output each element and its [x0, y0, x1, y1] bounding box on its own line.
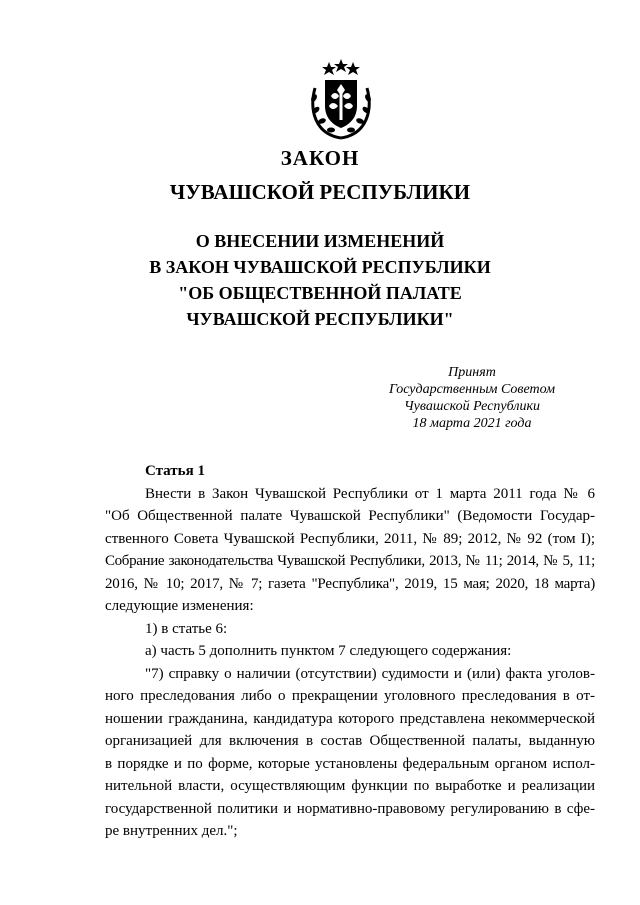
adoption-line: 18 марта 2021 года: [412, 416, 532, 431]
text-line: организацией для включения в состав Общественной палаты, выданную: [105, 733, 595, 749]
law-title: ЗАКОН: [280, 146, 360, 170]
adoption-line: Государственным Советом: [388, 382, 556, 397]
law-body: [105, 460, 595, 843]
text-line: ношении гражданина, кандидатура которого представлена некоммерческой: [105, 710, 595, 727]
adoption-line: Принят: [448, 365, 496, 380]
text-line: ре внутренних дел.";: [105, 823, 238, 839]
text-line: нительной власти, осуществляющим функции по выработке и реализации: [105, 778, 595, 794]
law-subtitle: [0, 228, 640, 332]
text-line: Собрание законодательства Чувашской Республики, 2013, № 11; 2014, № 5, 11;: [105, 553, 595, 569]
chuvash-emblem-icon: [305, 58, 377, 142]
subtitle-line: "ОБ ОБЩЕСТВЕННОЙ ПАЛАТЕ: [178, 283, 462, 303]
text-line: государственной политики и нормативно-правовому регулированию в сфе-: [105, 800, 595, 817]
text-line: ственного Совета Чувашской Республики, 2011, № 89; 2012, № 92 (том I);: [105, 530, 595, 547]
article-heading: Статья 1: [145, 463, 205, 479]
law-republic: ЧУВАШСКОЙ РЕСПУБЛИКИ: [169, 180, 471, 204]
text-line: "Об Общественной палате Чувашской Республики" (Ведомости Государ-: [105, 508, 595, 524]
item-1: 1) в статье 6:: [145, 620, 228, 637]
quoted-point-7: [105, 663, 595, 843]
text-line: 2016, № 10; 2017, № 7; газета "Республика", 2019, 15 мая; 2020, 18 марта): [105, 575, 595, 592]
text-line: Внести в Закон Чувашской Республики от 1 марта 2011 года № 6: [145, 485, 595, 502]
text-line: "7) справку о наличии (отсутствии) судимости и (или) факта уголов-: [145, 665, 595, 682]
subtitle-line: ЧУВАШСКОЙ РЕСПУБЛИКИ": [186, 309, 454, 329]
adoption-line: Чувашской Республики: [404, 399, 540, 414]
text-line: ного преследования либо о прекращении уголовного преследования в от-: [105, 688, 595, 704]
item-a: а) часть 5 дополнить пунктом 7 следующего содержания:: [145, 643, 512, 659]
adoption-note: [362, 364, 582, 432]
article-intro: [105, 483, 595, 618]
subtitle-line: О ВНЕСЕНИИ ИЗМЕНЕНИЙ: [195, 231, 445, 251]
text-line: в порядке и по форме, которые установлены федеральным органом испол-: [105, 755, 595, 772]
text-line: следующие изменения:: [105, 598, 254, 614]
subtitle-line: В ЗАКОН ЧУВАШСКОЙ РЕСПУБЛИКИ: [149, 257, 491, 277]
